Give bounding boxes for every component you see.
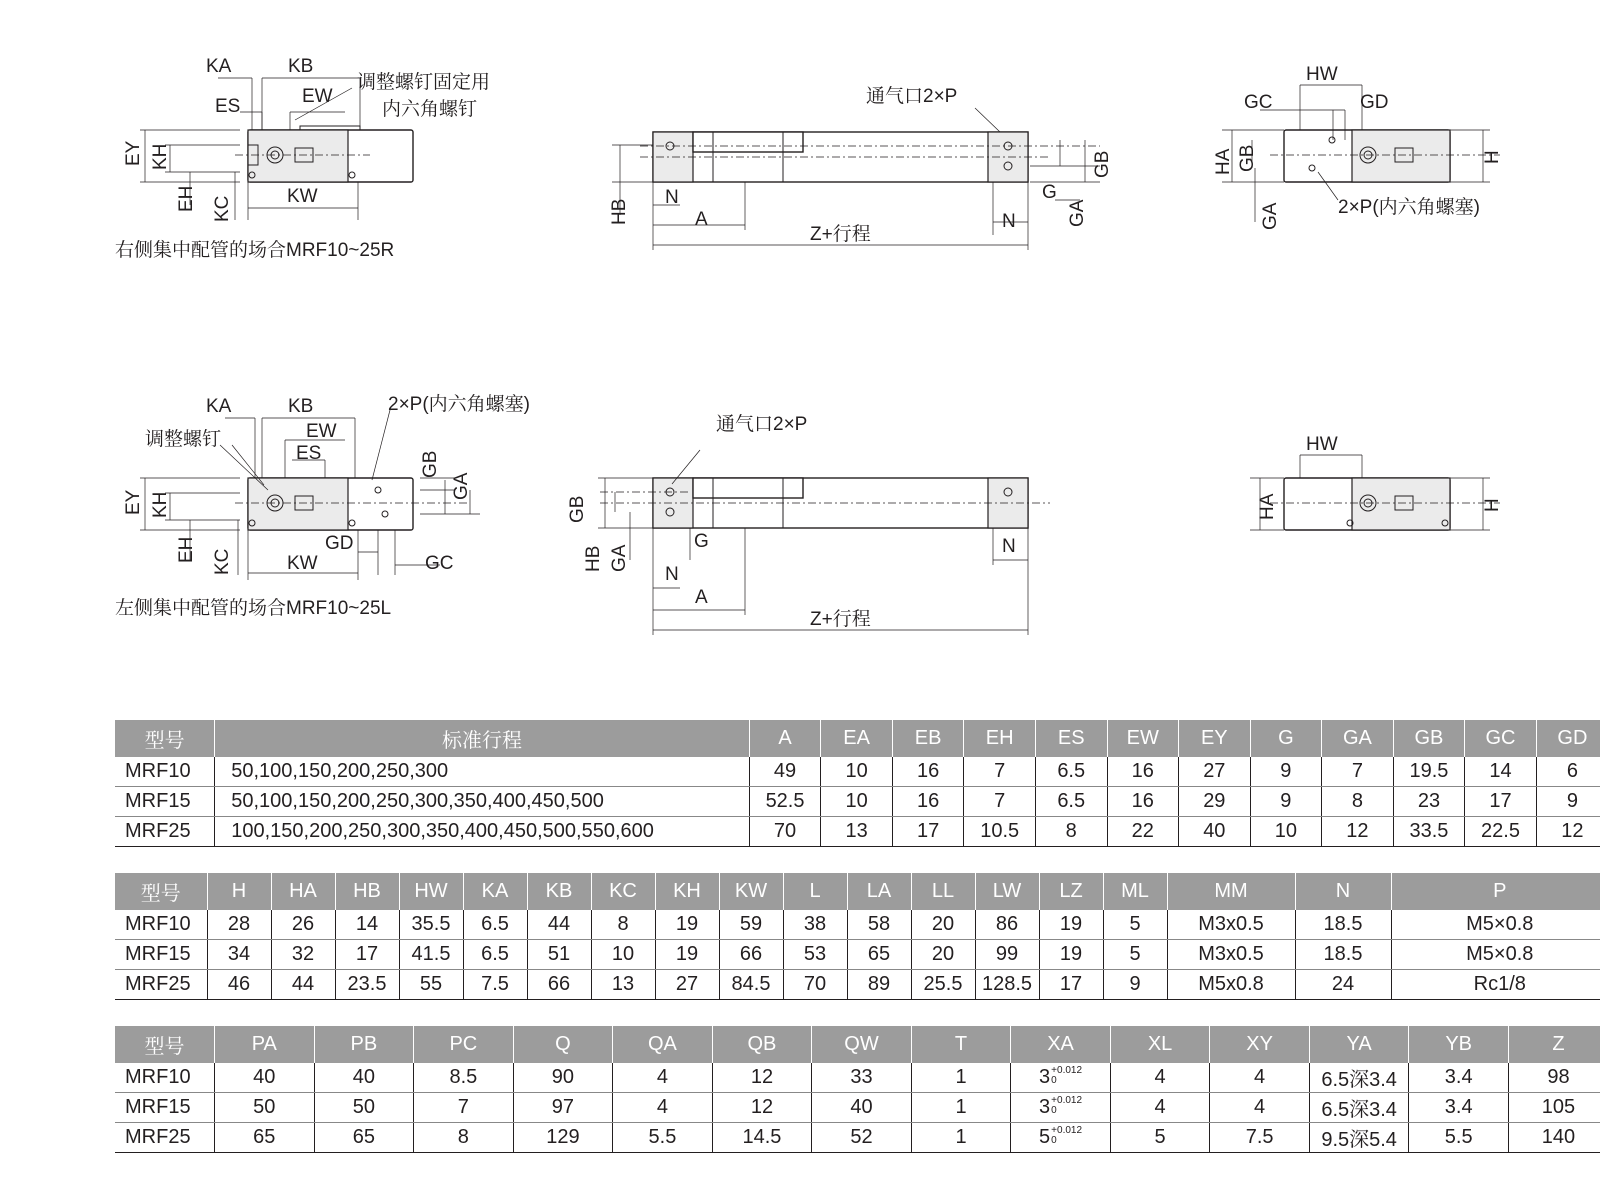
plug-label: 2×P(内六角螺塞) xyxy=(388,394,530,415)
label-hw: HW xyxy=(1306,64,1338,85)
drawing-bottom-left xyxy=(115,393,530,619)
spec-table-1 xyxy=(115,720,1600,847)
column-header: EH xyxy=(964,720,1036,757)
table-cell: 20 xyxy=(911,910,975,940)
column-header: Z xyxy=(1508,1026,1600,1063)
table-cell: 17 xyxy=(1039,970,1103,1000)
port-label: 通气口2×P xyxy=(866,86,958,107)
label-ew: EW xyxy=(302,86,333,107)
table-cell: 40 xyxy=(812,1093,912,1123)
tolerance-lower: 0 xyxy=(1051,1105,1057,1116)
table-cell: 26 xyxy=(271,910,335,940)
table-cell: 10.5 xyxy=(964,817,1036,847)
table-cell: 9 xyxy=(1536,787,1600,817)
column-header: PA xyxy=(215,1026,315,1063)
table-cell: 4 xyxy=(1210,1063,1310,1093)
table-cell: 10 xyxy=(591,940,655,970)
table-cell: 19 xyxy=(1039,940,1103,970)
table-cell: 19.5 xyxy=(1393,757,1465,787)
table-cell: 20 xyxy=(911,940,975,970)
table-cell: 44 xyxy=(271,970,335,1000)
table-cell: 9 xyxy=(1250,787,1322,817)
column-header: HB xyxy=(335,873,399,910)
port-label: 通气口2×P xyxy=(716,414,808,435)
caption-right-piping: 右侧集中配管的场合MRF10~25R xyxy=(115,240,395,261)
column-header: KA xyxy=(463,873,527,910)
table-row xyxy=(115,1093,1600,1123)
table-cell: 9 xyxy=(1103,970,1167,1000)
label-gc: GC xyxy=(425,553,454,574)
table-cell: 8 xyxy=(591,910,655,940)
table-cell: 7.5 xyxy=(1210,1123,1310,1153)
note-line2: 内六角螺钉 xyxy=(382,99,478,120)
column-header: ML xyxy=(1103,873,1167,910)
table-cell: 59 xyxy=(719,910,783,940)
table-cell: 6 xyxy=(1536,757,1600,787)
table-cell: 40 xyxy=(314,1063,414,1093)
table-cell: 84.5 xyxy=(719,970,783,1000)
label-ga: GA xyxy=(609,544,630,572)
table-cell: 6.5 xyxy=(463,940,527,970)
table-cell: 6.5深3.4 xyxy=(1309,1063,1409,1093)
label-kw: KW xyxy=(287,186,318,207)
xa-tolerance xyxy=(1051,1066,1082,1086)
label-ka: KA xyxy=(206,56,232,77)
table-cell: 5 xyxy=(1103,940,1167,970)
table-cell: 16 xyxy=(892,787,964,817)
table-cell: 53 xyxy=(783,940,847,970)
table-cell: 16 xyxy=(892,757,964,787)
label-kh: KH xyxy=(150,491,171,518)
column-header: YA xyxy=(1309,1026,1409,1063)
table-cell: 70 xyxy=(783,970,847,1000)
column-header: KB xyxy=(527,873,591,910)
table-cell: 10 xyxy=(821,757,893,787)
table-cell: Rc1/8 xyxy=(1391,970,1600,1000)
table-cell: 4 xyxy=(1210,1093,1310,1123)
model-cell: MRF25 xyxy=(115,970,207,1000)
table-row xyxy=(115,910,1600,940)
table-cell: 46 xyxy=(207,970,271,1000)
column-header: KW xyxy=(719,873,783,910)
table-cell: 5.5 xyxy=(613,1123,713,1153)
table-cell: 8 xyxy=(414,1123,514,1153)
label-n-right: N xyxy=(1002,536,1016,557)
table-cell: 1 xyxy=(911,1063,1011,1093)
model-cell: MRF15 xyxy=(115,787,215,817)
table-cell: 35.5 xyxy=(399,910,463,940)
label-h: H xyxy=(1482,498,1503,512)
table-cell: 23.5 xyxy=(335,970,399,1000)
label-ka: KA xyxy=(206,396,232,417)
column-header: LZ xyxy=(1039,873,1103,910)
table-cell: 70 xyxy=(749,817,821,847)
spec-table-2 xyxy=(115,873,1600,1000)
label-gb: GB xyxy=(420,450,441,478)
table-cell: 13 xyxy=(821,817,893,847)
table-cell: 10 xyxy=(821,787,893,817)
column-header: QW xyxy=(812,1026,912,1063)
table-cell: 7 xyxy=(1322,757,1394,787)
table-cell: 12 xyxy=(712,1063,812,1093)
table-header-row xyxy=(115,1026,1600,1063)
column-header: A xyxy=(749,720,821,757)
column-header: XA xyxy=(1011,1026,1111,1063)
label-ga: GA xyxy=(451,472,472,500)
column-header: EB xyxy=(892,720,964,757)
spec-table-3 xyxy=(115,1026,1600,1153)
note-line1: 调整螺钉固定用 xyxy=(357,72,491,93)
label-a: A xyxy=(695,587,708,608)
column-header: PB xyxy=(314,1026,414,1063)
table-cell: 4 xyxy=(1110,1093,1210,1123)
table-cell: 10 xyxy=(1250,817,1322,847)
label-hb: HB xyxy=(583,545,604,572)
drawing-top-left xyxy=(115,56,490,261)
label-z: Z+行程 xyxy=(810,224,871,245)
label-ha: HA xyxy=(1213,148,1234,175)
table-cell: 98 xyxy=(1508,1063,1600,1093)
model-cell: MRF15 xyxy=(115,940,207,970)
caption-left-piping: 左侧集中配管的场合MRF10~25L xyxy=(115,598,392,619)
table-row xyxy=(115,817,1600,847)
table-cell: 3.4 xyxy=(1409,1093,1509,1123)
table-cell: 66 xyxy=(527,970,591,1000)
column-header: LA xyxy=(847,873,911,910)
table-cell: 58 xyxy=(847,910,911,940)
table-cell: 27 xyxy=(1179,757,1251,787)
column-header: XL xyxy=(1110,1026,1210,1063)
label-ga: GA xyxy=(1067,199,1088,227)
table-header-row xyxy=(115,720,1600,757)
table-cell: 50 xyxy=(215,1093,315,1123)
label-kc: KC xyxy=(212,548,233,575)
label-hb: HB xyxy=(609,198,630,225)
table-cell: 18.5 xyxy=(1295,940,1391,970)
table-cell: 12 xyxy=(712,1093,812,1123)
table-cell: 19 xyxy=(655,910,719,940)
table-cell: 65 xyxy=(215,1123,315,1153)
table-cell: 65 xyxy=(847,940,911,970)
column-header: EA xyxy=(821,720,893,757)
screw-label: 调整螺钉 xyxy=(145,429,222,450)
label-g: G xyxy=(1042,182,1057,203)
column-header: H xyxy=(207,873,271,910)
table-cell: 17 xyxy=(335,940,399,970)
table-cell: 27 xyxy=(655,970,719,1000)
tolerance-lower: 0 xyxy=(1051,1075,1057,1086)
column-header: GB xyxy=(1393,720,1465,757)
table-cell: 86 xyxy=(975,910,1039,940)
label-gc: GC xyxy=(1244,92,1273,113)
label-es: ES xyxy=(215,96,241,117)
column-header: HA xyxy=(271,873,335,910)
tolerance-upper: +0.012 xyxy=(1051,1065,1083,1076)
table-cell: 90 xyxy=(513,1063,613,1093)
label-z: Z+行程 xyxy=(810,609,871,630)
table-cell: 40 xyxy=(215,1063,315,1093)
table-cell: 41.5 xyxy=(399,940,463,970)
table-header-row xyxy=(115,873,1600,910)
table-cell: 8 xyxy=(1322,787,1394,817)
label-gb: GB xyxy=(567,495,588,523)
column-header: EY xyxy=(1179,720,1251,757)
model-cell: MRF25 xyxy=(115,1123,215,1153)
label-gd: GD xyxy=(325,533,354,554)
table-row xyxy=(115,940,1600,970)
column-header: KC xyxy=(591,873,655,910)
xa-value: 3 xyxy=(1039,1096,1051,1118)
table-cell: 66 xyxy=(719,940,783,970)
table-cell xyxy=(1011,1123,1111,1153)
table-cell: 3.4 xyxy=(1409,1063,1509,1093)
column-header: ES xyxy=(1035,720,1107,757)
label-ew: EW xyxy=(306,421,337,442)
table-cell: 5.5 xyxy=(1409,1123,1509,1153)
column-header: YB xyxy=(1409,1026,1509,1063)
table-cell: 128.5 xyxy=(975,970,1039,1000)
table-row xyxy=(115,1063,1600,1093)
table-cell: 4 xyxy=(1110,1063,1210,1093)
label-n-left: N xyxy=(665,564,679,585)
table-cell: 6.5 xyxy=(1035,757,1107,787)
label-gd: GD xyxy=(1360,92,1389,113)
table-cell: 65 xyxy=(314,1123,414,1153)
table-cell: 14.5 xyxy=(712,1123,812,1153)
model-cell: MRF10 xyxy=(115,1063,215,1093)
table-cell: 14 xyxy=(1465,757,1537,787)
table-cell: 44 xyxy=(527,910,591,940)
xa-value: 3 xyxy=(1039,1066,1051,1088)
plug-label: 2×P(内六角螺塞) xyxy=(1338,197,1480,218)
drawing-top-right xyxy=(1213,64,1503,230)
label-gb: GB xyxy=(1237,144,1258,172)
table-cell: M5×0.8 xyxy=(1391,940,1600,970)
column-header: MM xyxy=(1167,873,1295,910)
table-cell: 16 xyxy=(1107,757,1179,787)
table-cell: 6.5 xyxy=(463,910,527,940)
table-cell: 33.5 xyxy=(1393,817,1465,847)
table-cell: 51 xyxy=(527,940,591,970)
table-cell: 17 xyxy=(892,817,964,847)
label-kb: KB xyxy=(288,56,314,77)
table-cell: 140 xyxy=(1508,1123,1600,1153)
model-cell: MRF25 xyxy=(115,817,215,847)
table-cell: 23 xyxy=(1393,787,1465,817)
label-kw: KW xyxy=(287,553,318,574)
table-cell: 28 xyxy=(207,910,271,940)
column-header: GD xyxy=(1536,720,1600,757)
table-row xyxy=(115,787,1600,817)
table-cell: 52.5 xyxy=(749,787,821,817)
label-eh: EH xyxy=(176,536,197,563)
table-cell xyxy=(1011,1063,1111,1093)
table-cell: 38 xyxy=(783,910,847,940)
table-cell: 7 xyxy=(964,787,1036,817)
column-header: 标准行程 xyxy=(215,720,750,757)
model-cell: MRF15 xyxy=(115,1093,215,1123)
table-cell: M3x0.5 xyxy=(1167,940,1295,970)
label-n-left: N xyxy=(665,187,679,208)
label-a: A xyxy=(695,209,708,230)
tolerance-upper: +0.012 xyxy=(1051,1095,1083,1106)
label-gb: GB xyxy=(1092,150,1113,178)
table-cell: 50 xyxy=(314,1093,414,1123)
column-header: LL xyxy=(911,873,975,910)
table-cell: 14 xyxy=(335,910,399,940)
column-header: QA xyxy=(613,1026,713,1063)
table-cell: 19 xyxy=(655,940,719,970)
model-cell: MRF10 xyxy=(115,910,207,940)
table-cell: 16 xyxy=(1107,787,1179,817)
table-cell: 40 xyxy=(1179,817,1251,847)
label-ey: EY xyxy=(123,140,144,166)
table-cell: 34 xyxy=(207,940,271,970)
table-cell: 9.5深5.4 xyxy=(1309,1123,1409,1153)
column-header: 型号 xyxy=(115,873,207,910)
label-ga: GA xyxy=(1260,202,1281,230)
drawing-bottom-right xyxy=(1250,434,1503,530)
table-cell: 19 xyxy=(1039,910,1103,940)
label-kb: KB xyxy=(288,396,314,417)
column-header: XY xyxy=(1210,1026,1310,1063)
column-header: HW xyxy=(399,873,463,910)
column-header: GC xyxy=(1465,720,1537,757)
slider xyxy=(693,132,803,152)
xa-tolerance xyxy=(1051,1096,1082,1116)
table-cell: 99 xyxy=(975,940,1039,970)
table-cell: 8 xyxy=(1035,817,1107,847)
table-cell: 1 xyxy=(911,1093,1011,1123)
tolerance-lower: 0 xyxy=(1051,1135,1057,1146)
label-n-right: N xyxy=(1002,211,1016,232)
xa-value: 5 xyxy=(1039,1126,1051,1148)
table-cell: 22 xyxy=(1107,817,1179,847)
label-kc: KC xyxy=(212,195,233,222)
table-cell: 100,150,200,250,300,350,400,450,500,550,600 xyxy=(215,817,750,847)
table-cell: 89 xyxy=(847,970,911,1000)
label-hw: HW xyxy=(1306,434,1338,455)
column-header: LW xyxy=(975,873,1039,910)
table-cell: 6.5 xyxy=(1035,787,1107,817)
table-cell: 52 xyxy=(812,1123,912,1153)
table-cell: 7 xyxy=(414,1093,514,1123)
table-cell: 129 xyxy=(513,1123,613,1153)
table-cell: 32 xyxy=(271,940,335,970)
table-row xyxy=(115,757,1600,787)
model-cell: MRF10 xyxy=(115,757,215,787)
drawing-bottom-center xyxy=(567,413,1050,635)
table-cell: 8.5 xyxy=(414,1063,514,1093)
table-cell: 12 xyxy=(1536,817,1600,847)
label-h: H xyxy=(1482,150,1503,164)
tolerance-upper: +0.012 xyxy=(1051,1125,1083,1136)
table-cell: 7.5 xyxy=(463,970,527,1000)
table-cell: M5×0.8 xyxy=(1391,910,1600,940)
table-cell xyxy=(1011,1093,1111,1123)
column-header: KH xyxy=(655,873,719,910)
table-cell: 4 xyxy=(613,1063,713,1093)
column-header: Q xyxy=(513,1026,613,1063)
column-header: GA xyxy=(1322,720,1394,757)
table-cell: 17 xyxy=(1465,787,1537,817)
table-cell: 5 xyxy=(1110,1123,1210,1153)
label-kh: KH xyxy=(150,143,171,170)
label-g: G xyxy=(694,531,709,552)
column-header: P xyxy=(1391,873,1600,910)
table-cell: 50,100,150,200,250,300,350,400,450,500 xyxy=(215,787,750,817)
table-cell: 33 xyxy=(812,1063,912,1093)
table-cell: 12 xyxy=(1322,817,1394,847)
column-header: 型号 xyxy=(115,720,215,757)
label-eh: EH xyxy=(176,185,197,212)
column-header: PC xyxy=(414,1026,514,1063)
table-cell: 50,100,150,200,250,300 xyxy=(215,757,750,787)
column-header: 型号 xyxy=(115,1026,215,1063)
table-row xyxy=(115,1123,1600,1153)
column-header: G xyxy=(1250,720,1322,757)
table-cell: 1 xyxy=(911,1123,1011,1153)
column-header: EW xyxy=(1107,720,1179,757)
drawing-top-center xyxy=(609,85,1113,250)
table-cell: 29 xyxy=(1179,787,1251,817)
label-ha: HA xyxy=(1257,493,1278,520)
slider-profile xyxy=(248,130,348,182)
table-cell: 6.5深3.4 xyxy=(1309,1093,1409,1123)
column-header: QB xyxy=(712,1026,812,1063)
table-cell: 13 xyxy=(591,970,655,1000)
table-cell: 4 xyxy=(613,1093,713,1123)
table-cell: 25.5 xyxy=(911,970,975,1000)
table-cell: 55 xyxy=(399,970,463,1000)
table-cell: 97 xyxy=(513,1093,613,1123)
label-ey: EY xyxy=(123,489,144,515)
column-header: T xyxy=(911,1026,1011,1063)
table-cell: M5x0.8 xyxy=(1167,970,1295,1000)
table-cell: 18.5 xyxy=(1295,910,1391,940)
column-header: L xyxy=(783,873,847,910)
table-cell: 49 xyxy=(749,757,821,787)
table-cell: 5 xyxy=(1103,910,1167,940)
table-cell: 7 xyxy=(964,757,1036,787)
table-cell: 105 xyxy=(1508,1093,1600,1123)
xa-tolerance xyxy=(1051,1126,1082,1146)
table-cell: 22.5 xyxy=(1465,817,1537,847)
table-row xyxy=(115,970,1600,1000)
table-cell: M3x0.5 xyxy=(1167,910,1295,940)
column-header: N xyxy=(1295,873,1391,910)
table-cell: 24 xyxy=(1295,970,1391,1000)
table-cell: 9 xyxy=(1250,757,1322,787)
label-es: ES xyxy=(296,443,322,464)
